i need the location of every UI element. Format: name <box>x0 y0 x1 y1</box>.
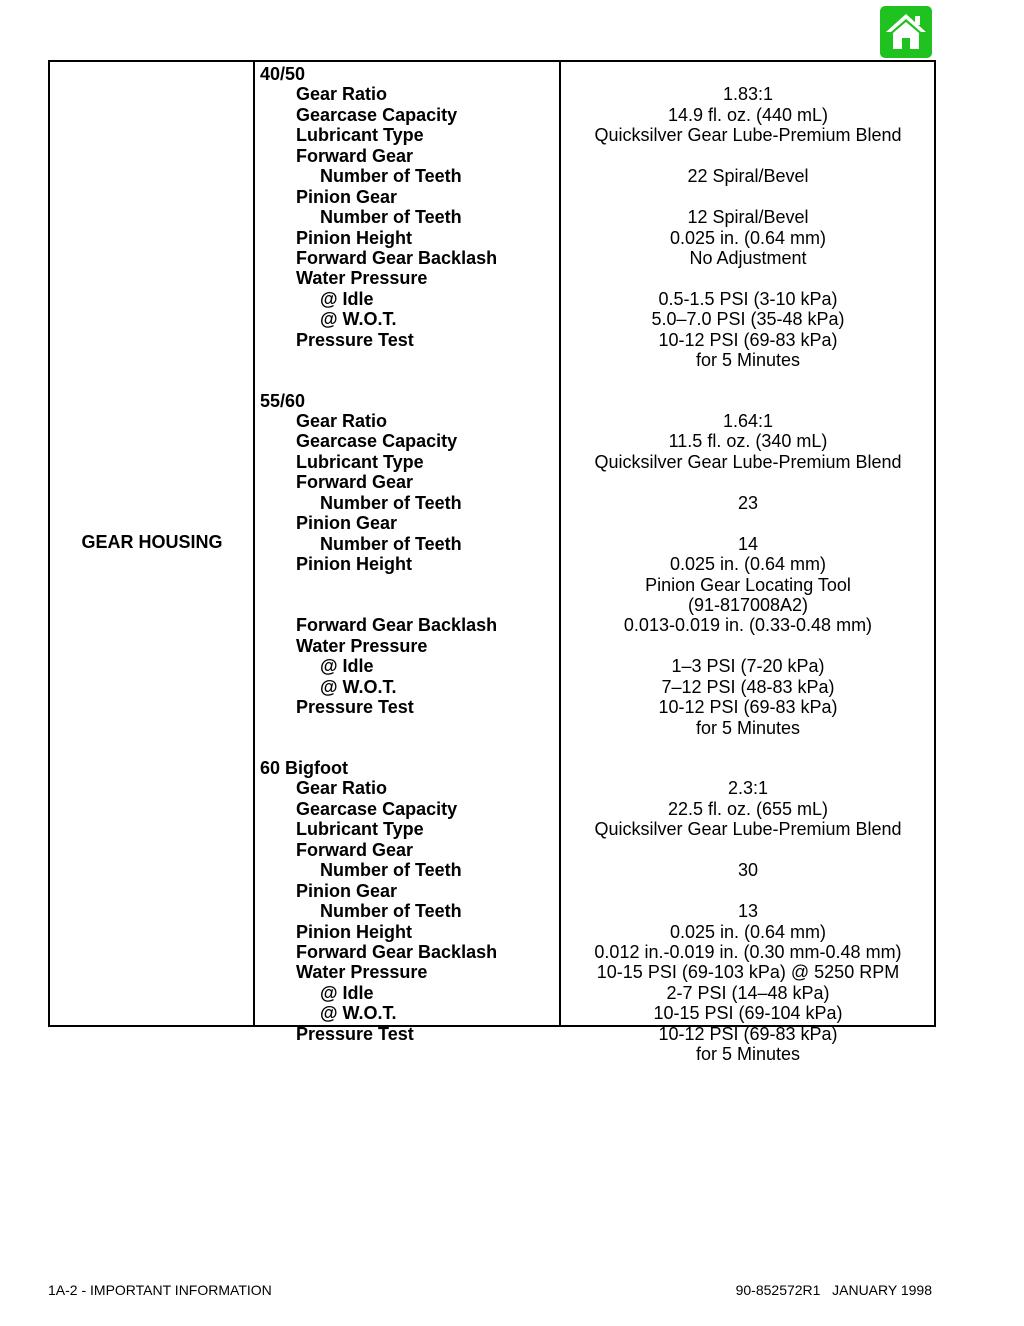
spec-value: 14 <box>737 533 759 554</box>
spec-row <box>50 289 934 309</box>
spec-label: Number of Teeth <box>320 166 462 187</box>
spec-label: Pressure Test <box>296 697 414 718</box>
section-title: GEAR HOUSING <box>81 532 223 552</box>
spec-label: Gearcase Capacity <box>296 431 458 452</box>
spec-row <box>50 248 934 268</box>
spec-label: Number of Teeth <box>320 207 462 228</box>
spec-row <box>50 983 934 1003</box>
spec-label: Pinion Gear <box>296 513 398 534</box>
spec-row <box>50 431 934 451</box>
model-header-row <box>50 64 934 84</box>
spec-value: 7–12 PSI (48-83 kPa) <box>661 676 835 697</box>
spec-row <box>50 330 934 350</box>
spec-row <box>50 799 934 819</box>
spec-value: 10-12 PSI (69-83 kPa) <box>658 697 838 718</box>
spec-row <box>50 1044 934 1064</box>
spec-value: 22 Spiral/Bevel <box>687 166 809 187</box>
spec-value: (91-817008A2) <box>687 594 809 615</box>
spec-label: Forward Gear <box>296 839 414 860</box>
spec-row <box>50 942 934 962</box>
spec-label: Number of Teeth <box>320 860 462 881</box>
model-name: 60 Bigfoot <box>260 758 348 778</box>
spec-label: Lubricant Type <box>296 451 424 472</box>
home-icon <box>884 11 928 53</box>
spec-label: Forward Gear <box>296 145 414 166</box>
spec-value: 0.013-0.019 in. (0.33-0.48 mm) <box>623 615 873 636</box>
spec-value: 2.3:1 <box>727 778 769 799</box>
spec-value: 5.0–7.0 PSI (35-48 kPa) <box>651 309 845 330</box>
spec-value: 23 <box>737 492 759 513</box>
spec-value: 30 <box>737 860 759 881</box>
spec-row <box>50 595 934 615</box>
spec-value: No Adjustment <box>689 247 807 268</box>
spec-row <box>50 166 934 186</box>
spec-row <box>50 125 934 145</box>
spec-row <box>50 350 934 370</box>
spec-label: @ W.O.T. <box>320 1003 397 1024</box>
spec-row <box>50 493 934 513</box>
spec-value: for 5 Minutes <box>695 350 801 371</box>
spec-value: 22.5 fl. oz. (655 mL) <box>667 798 829 819</box>
spec-table <box>48 60 936 1065</box>
spec-label: Water Pressure <box>296 962 428 983</box>
spec-row <box>50 472 934 492</box>
spec-row <box>50 962 934 982</box>
spec-row <box>50 228 934 248</box>
spec-label: Pinion Height <box>296 227 412 248</box>
spec-row <box>50 819 934 839</box>
spec-label: Gearcase Capacity <box>296 798 458 819</box>
spec-row <box>50 309 934 329</box>
spec-value: 14.9 fl. oz. (440 mL) <box>667 104 829 125</box>
spec-label: Gear Ratio <box>296 411 388 431</box>
spec-row <box>50 105 934 125</box>
spec-label: Pressure Test <box>296 1023 414 1044</box>
spec-value: 12 Spiral/Bevel <box>687 207 809 228</box>
home-button[interactable] <box>880 6 932 58</box>
spec-label: Pinion Height <box>296 554 412 575</box>
spec-value: 10-15 PSI (69-104 kPa) <box>653 1003 843 1024</box>
spec-label: @ Idle <box>320 288 374 309</box>
spec-value: 11.5 fl. oz. (340 mL) <box>668 431 828 452</box>
spec-label: @ Idle <box>320 982 374 1003</box>
spec-label: Number of Teeth <box>320 492 462 513</box>
spec-value: 0.5-1.5 PSI (3-10 kPa) <box>658 288 838 309</box>
spec-row <box>50 452 934 472</box>
spec-value: 2-7 PSI (14–48 kPa) <box>666 982 830 1003</box>
spec-rows <box>50 64 934 1065</box>
spec-row <box>50 718 934 738</box>
spec-label: Gear Ratio <box>296 84 388 105</box>
spec-value: 10-15 PSI (69-103 kPa) @ 5250 RPM <box>596 962 900 983</box>
spec-label: Forward Gear Backlash <box>296 247 498 268</box>
model-header-row <box>50 758 934 778</box>
spec-row <box>50 554 934 574</box>
spec-row <box>50 1024 934 1044</box>
spec-value: 1.64:1 <box>722 411 774 431</box>
spec-label: Number of Teeth <box>320 533 462 554</box>
spec-label: Pinion Height <box>296 921 412 942</box>
spec-row <box>50 901 934 921</box>
spec-label: Forward Gear Backlash <box>296 615 498 636</box>
model-gap <box>50 738 934 758</box>
spec-value: Quicksilver Gear Lube-Premium Blend <box>594 125 902 146</box>
footer-section: 1A-2 - IMPORTANT INFORMATION <box>48 1282 272 1298</box>
spec-value: for 5 Minutes <box>695 1044 801 1065</box>
spec-row <box>50 922 934 942</box>
spec-row <box>50 881 934 901</box>
spec-row <box>50 615 934 635</box>
spec-row <box>50 656 934 676</box>
spec-label: Number of Teeth <box>320 901 462 922</box>
spec-label: Pinion Gear <box>296 186 398 207</box>
spec-row <box>50 677 934 697</box>
model-name: 55/60 <box>260 390 306 411</box>
spec-label: Lubricant Type <box>296 819 424 840</box>
spec-row <box>50 1003 934 1023</box>
spec-value: 0.025 in. (0.64 mm) <box>669 554 827 575</box>
spec-value: 1.83:1 <box>722 84 774 105</box>
spec-label: Water Pressure <box>296 635 428 656</box>
spec-row <box>50 268 934 288</box>
spec-value: 0.025 in. (0.64 mm) <box>669 227 827 248</box>
spec-row <box>50 534 934 554</box>
spec-row <box>50 207 934 227</box>
spec-value: 0.025 in. (0.64 mm) <box>669 921 827 942</box>
spec-row <box>50 840 934 860</box>
spec-value: Quicksilver Gear Lube-Premium Blend <box>594 819 902 840</box>
spec-label: @ Idle <box>320 656 374 677</box>
spec-value: Pinion Gear Locating Tool <box>645 574 851 595</box>
spec-label: @ W.O.T. <box>320 676 397 697</box>
spec-value: for 5 Minutes <box>695 717 801 738</box>
spec-value: 10-12 PSI (69-83 kPa) <box>658 1023 838 1044</box>
model-header-row <box>50 391 934 411</box>
spec-row <box>50 84 934 104</box>
spec-value: 10-12 PSI (69-83 kPa) <box>658 329 838 350</box>
spec-row <box>50 697 934 717</box>
spec-label: @ W.O.T. <box>320 309 397 330</box>
spec-row <box>50 411 934 431</box>
model-gap <box>50 371 934 391</box>
footer-document-number: 90-852572R1 JANUARY 1998 <box>735 1282 932 1298</box>
spec-value: 1–3 PSI (7-20 kPa) <box>671 656 825 677</box>
spec-row <box>50 778 934 798</box>
spec-row <box>50 575 934 595</box>
spec-label: Forward Gear <box>296 472 414 493</box>
spec-value: 0.012 in.-0.019 in. (0.30 mm-0.48 mm) <box>594 941 902 962</box>
spec-label: Gear Ratio <box>296 778 388 799</box>
spec-label: Forward Gear Backlash <box>296 941 498 962</box>
spec-value: Quicksilver Gear Lube-Premium Blend <box>594 451 902 472</box>
spec-row <box>50 146 934 166</box>
spec-value: 13 <box>737 901 759 922</box>
spec-label: Water Pressure <box>296 268 428 289</box>
spec-row <box>50 513 934 533</box>
spec-label: Lubricant Type <box>296 125 424 146</box>
spec-label: Gearcase Capacity <box>296 104 458 125</box>
spec-row <box>50 187 934 207</box>
spec-row <box>50 636 934 656</box>
spec-label: Pressure Test <box>296 329 414 350</box>
spec-label: Pinion Gear <box>296 880 398 901</box>
model-name: 40/50 <box>260 64 306 84</box>
spec-row <box>50 860 934 880</box>
